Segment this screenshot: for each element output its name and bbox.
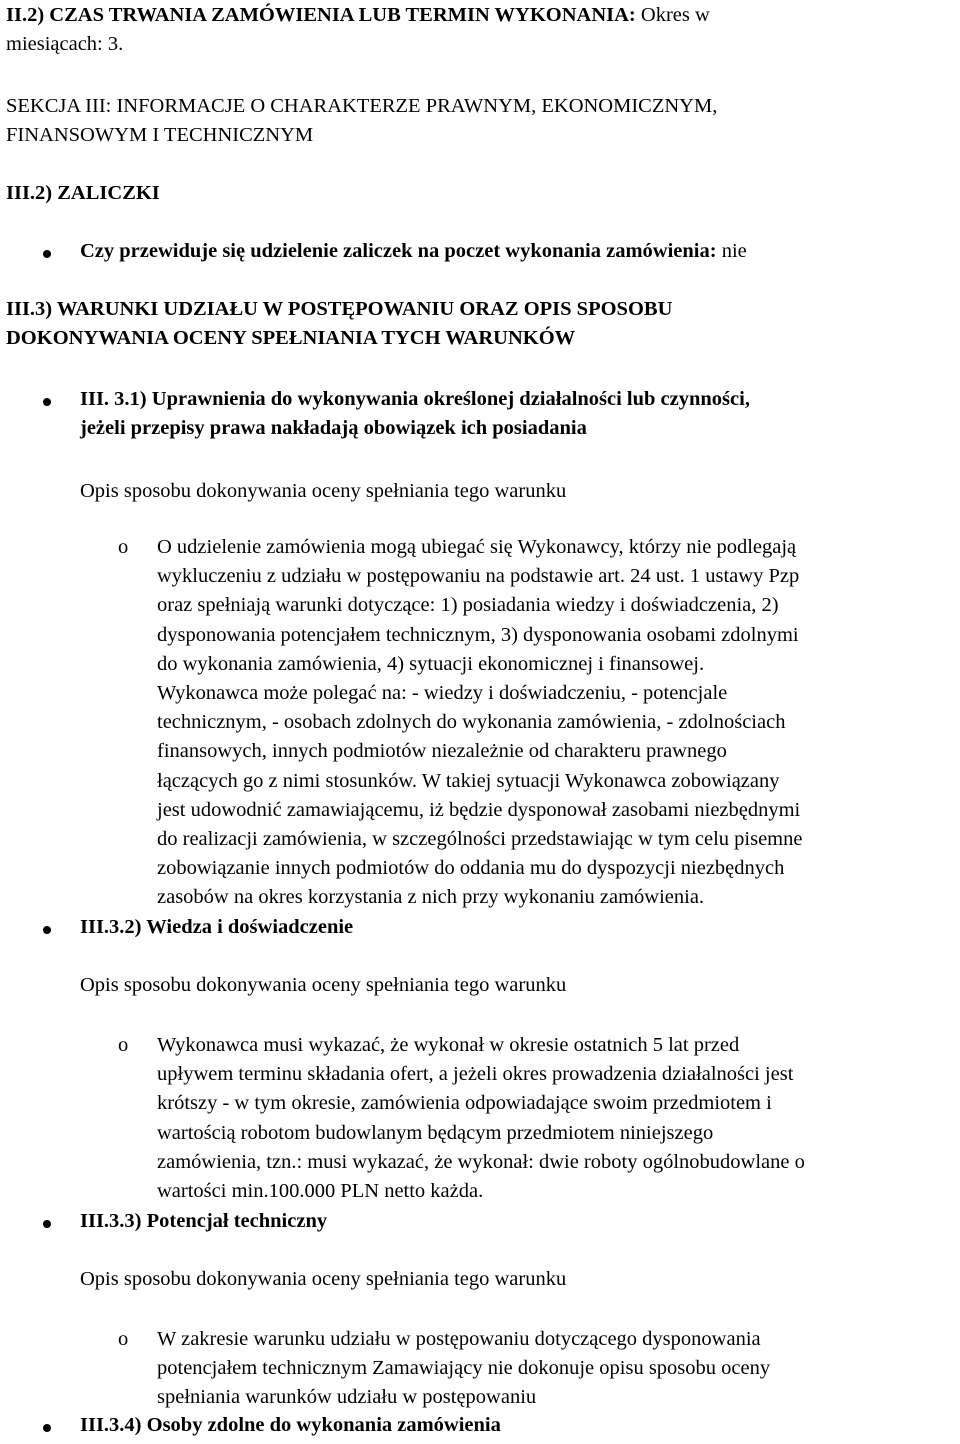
bullet-icon	[43, 398, 51, 406]
circle-bullet-icon: o	[118, 1034, 129, 1056]
subsection-3-2-heading: III.3.2) Wiedza i doświadczenie	[80, 916, 354, 938]
text-line: dysponowania potencjałem technicznym, 3) dysponowania osobami zdolnymi	[157, 623, 799, 646]
subsection-3-2-text	[157, 1031, 960, 1206]
zaliczki-question-row	[80, 237, 747, 266]
section-iii3-heading-line1: III.3) WARUNKI UDZIAŁU W POSTĘPOWANIU ORAZ OPIS SPOSOBU	[6, 298, 673, 320]
text-line: zasobów na okres korzystania z nich przy wykonaniu zamówienia.	[157, 886, 705, 909]
text-line: zamówienia, tzn.: musi wykazać, że wykonał: dwie roboty ogólnobudowlane o	[157, 1150, 805, 1173]
bullet-icon	[43, 1424, 51, 1432]
bullet-icon	[43, 1220, 51, 1228]
text-line: Wykonawca może polegać na: - wiedzy i doświadczeniu, - potencjale	[157, 682, 728, 705]
subsection-3-1-opis: Opis sposobu dokonywania oceny spełniania tego warunku	[80, 480, 567, 502]
bullet-icon	[43, 250, 51, 258]
text-line: oraz spełniają warunki dotyczące: 1) posiadania wiedzy i doświadczenia, 2)	[157, 594, 779, 617]
text-line: finansowych, innych podmiotów niezależnie od charakteru prawnego	[157, 740, 727, 763]
text-line: O udzielenie zamówienia mogą ubiegać się Wykonawcy, którzy nie podlegają	[157, 536, 797, 558]
subsection-3-1-heading-line1: III. 3.1) Uprawnienia do wykonywania określonej działalności lub czynności,	[80, 388, 750, 410]
section-iii-title	[6, 92, 956, 150]
zaliczki-answer: nie	[716, 240, 747, 262]
text-line: do realizacji zamówienia, w szczególności przedstawiając w tym celu pisemne	[157, 828, 803, 851]
subsection-3-1-heading-line2: jeżeli przepisy prawa nakładają obowiązek ich posiadania	[80, 417, 587, 440]
text-line: zobowiązanie innych podmiotów do oddania mu do dyspozycji niezbędnych	[157, 857, 785, 880]
text-line: spełniania warunków udziału w postępowaniu	[157, 1386, 537, 1409]
subsection-3-3-opis: Opis sposobu dokonywania oceny spełniania tego warunku	[80, 1268, 567, 1290]
text-line: wartością robotom budowlanym będącym przedmiotem niniejszego	[157, 1121, 714, 1144]
section-iii-title-line1: SEKCJA III: INFORMACJE O CHARAKTERZE PRAWNYM, EKONOMICZNYM,	[6, 95, 718, 117]
section-iii3-heading	[6, 295, 956, 353]
subsection-3-1-heading	[80, 385, 960, 443]
section-ii2-paragraph	[6, 1, 956, 59]
text-line: krótszy - w tym okresie, zamówienia odpowiadające swoim przedmiotem i	[157, 1092, 772, 1115]
subsection-3-2-opis: Opis sposobu dokonywania oceny spełniania tego warunku	[80, 974, 567, 996]
subsection-3-3-heading: III.3.3) Potencjał techniczny	[80, 1210, 328, 1232]
text-line: wartości min.100.000 PLN netto każda.	[157, 1180, 484, 1203]
circle-bullet-icon: o	[118, 1328, 129, 1350]
text-line: do wykonania zamówienia, 4) sytuacji ekonomicznej i finansowej.	[157, 652, 705, 675]
section-iii-title-line2: FINANSOWYM I TECHNICZNYM	[6, 124, 314, 147]
circle-bullet-icon: o	[118, 536, 129, 558]
subsection-3-1-text	[157, 533, 960, 913]
section-ii2-value: Okres w	[635, 4, 710, 26]
text-line: W zakresie warunku udziału w postępowaniu dotyczącego dysponowania	[157, 1328, 761, 1350]
text-line: upływem terminu składania ofert, a jeżeli okres prowadzenia działalności jest	[157, 1063, 794, 1086]
section-ii2-heading: II.2) CZAS TRWANIA ZAMÓWIENIA LUB TERMIN WYKONANIA:	[6, 4, 636, 26]
text-line: łączących go z nimi stosunków. W takiej sytuacji Wykonawca zobowiązany	[157, 769, 780, 792]
text-line: jest udowodnić zamawiającemu, iż będzie dysponował zasobami niezbędnymi	[157, 798, 801, 821]
text-line: potencjałem technicznym Zamawiający nie dokonuje opisu sposobu oceny	[157, 1357, 771, 1380]
zaliczki-question: Czy przewiduje się udzielenie zaliczek na poczet wykonania zamówienia:	[80, 240, 717, 262]
section-iii3-heading-line2: DOKONYWANIA OCENY SPEŁNIANIA TYCH WARUNKÓW	[6, 327, 576, 350]
subsection-3-3-text	[157, 1325, 960, 1413]
text-line: Wykonawca musi wykazać, że wykonał w okresie ostatnich 5 lat przed	[157, 1034, 740, 1056]
text-line: technicznym, - osobach zdolnych do wykonania zamówienia, - zdolnościach	[157, 711, 786, 734]
section-iii2-heading: III.2) ZALICZKI	[6, 182, 160, 204]
subsection-3-4-heading: III.3.4) Osoby zdolne do wykonania zamówienia	[80, 1414, 501, 1436]
text-line: wykluczeniu z udziału w postępowaniu na podstawie art. 24 ust. 1 ustawy Pzp	[157, 565, 800, 588]
bullet-icon	[43, 926, 51, 934]
section-ii2-value-line2: miesiącach: 3.	[6, 33, 124, 56]
